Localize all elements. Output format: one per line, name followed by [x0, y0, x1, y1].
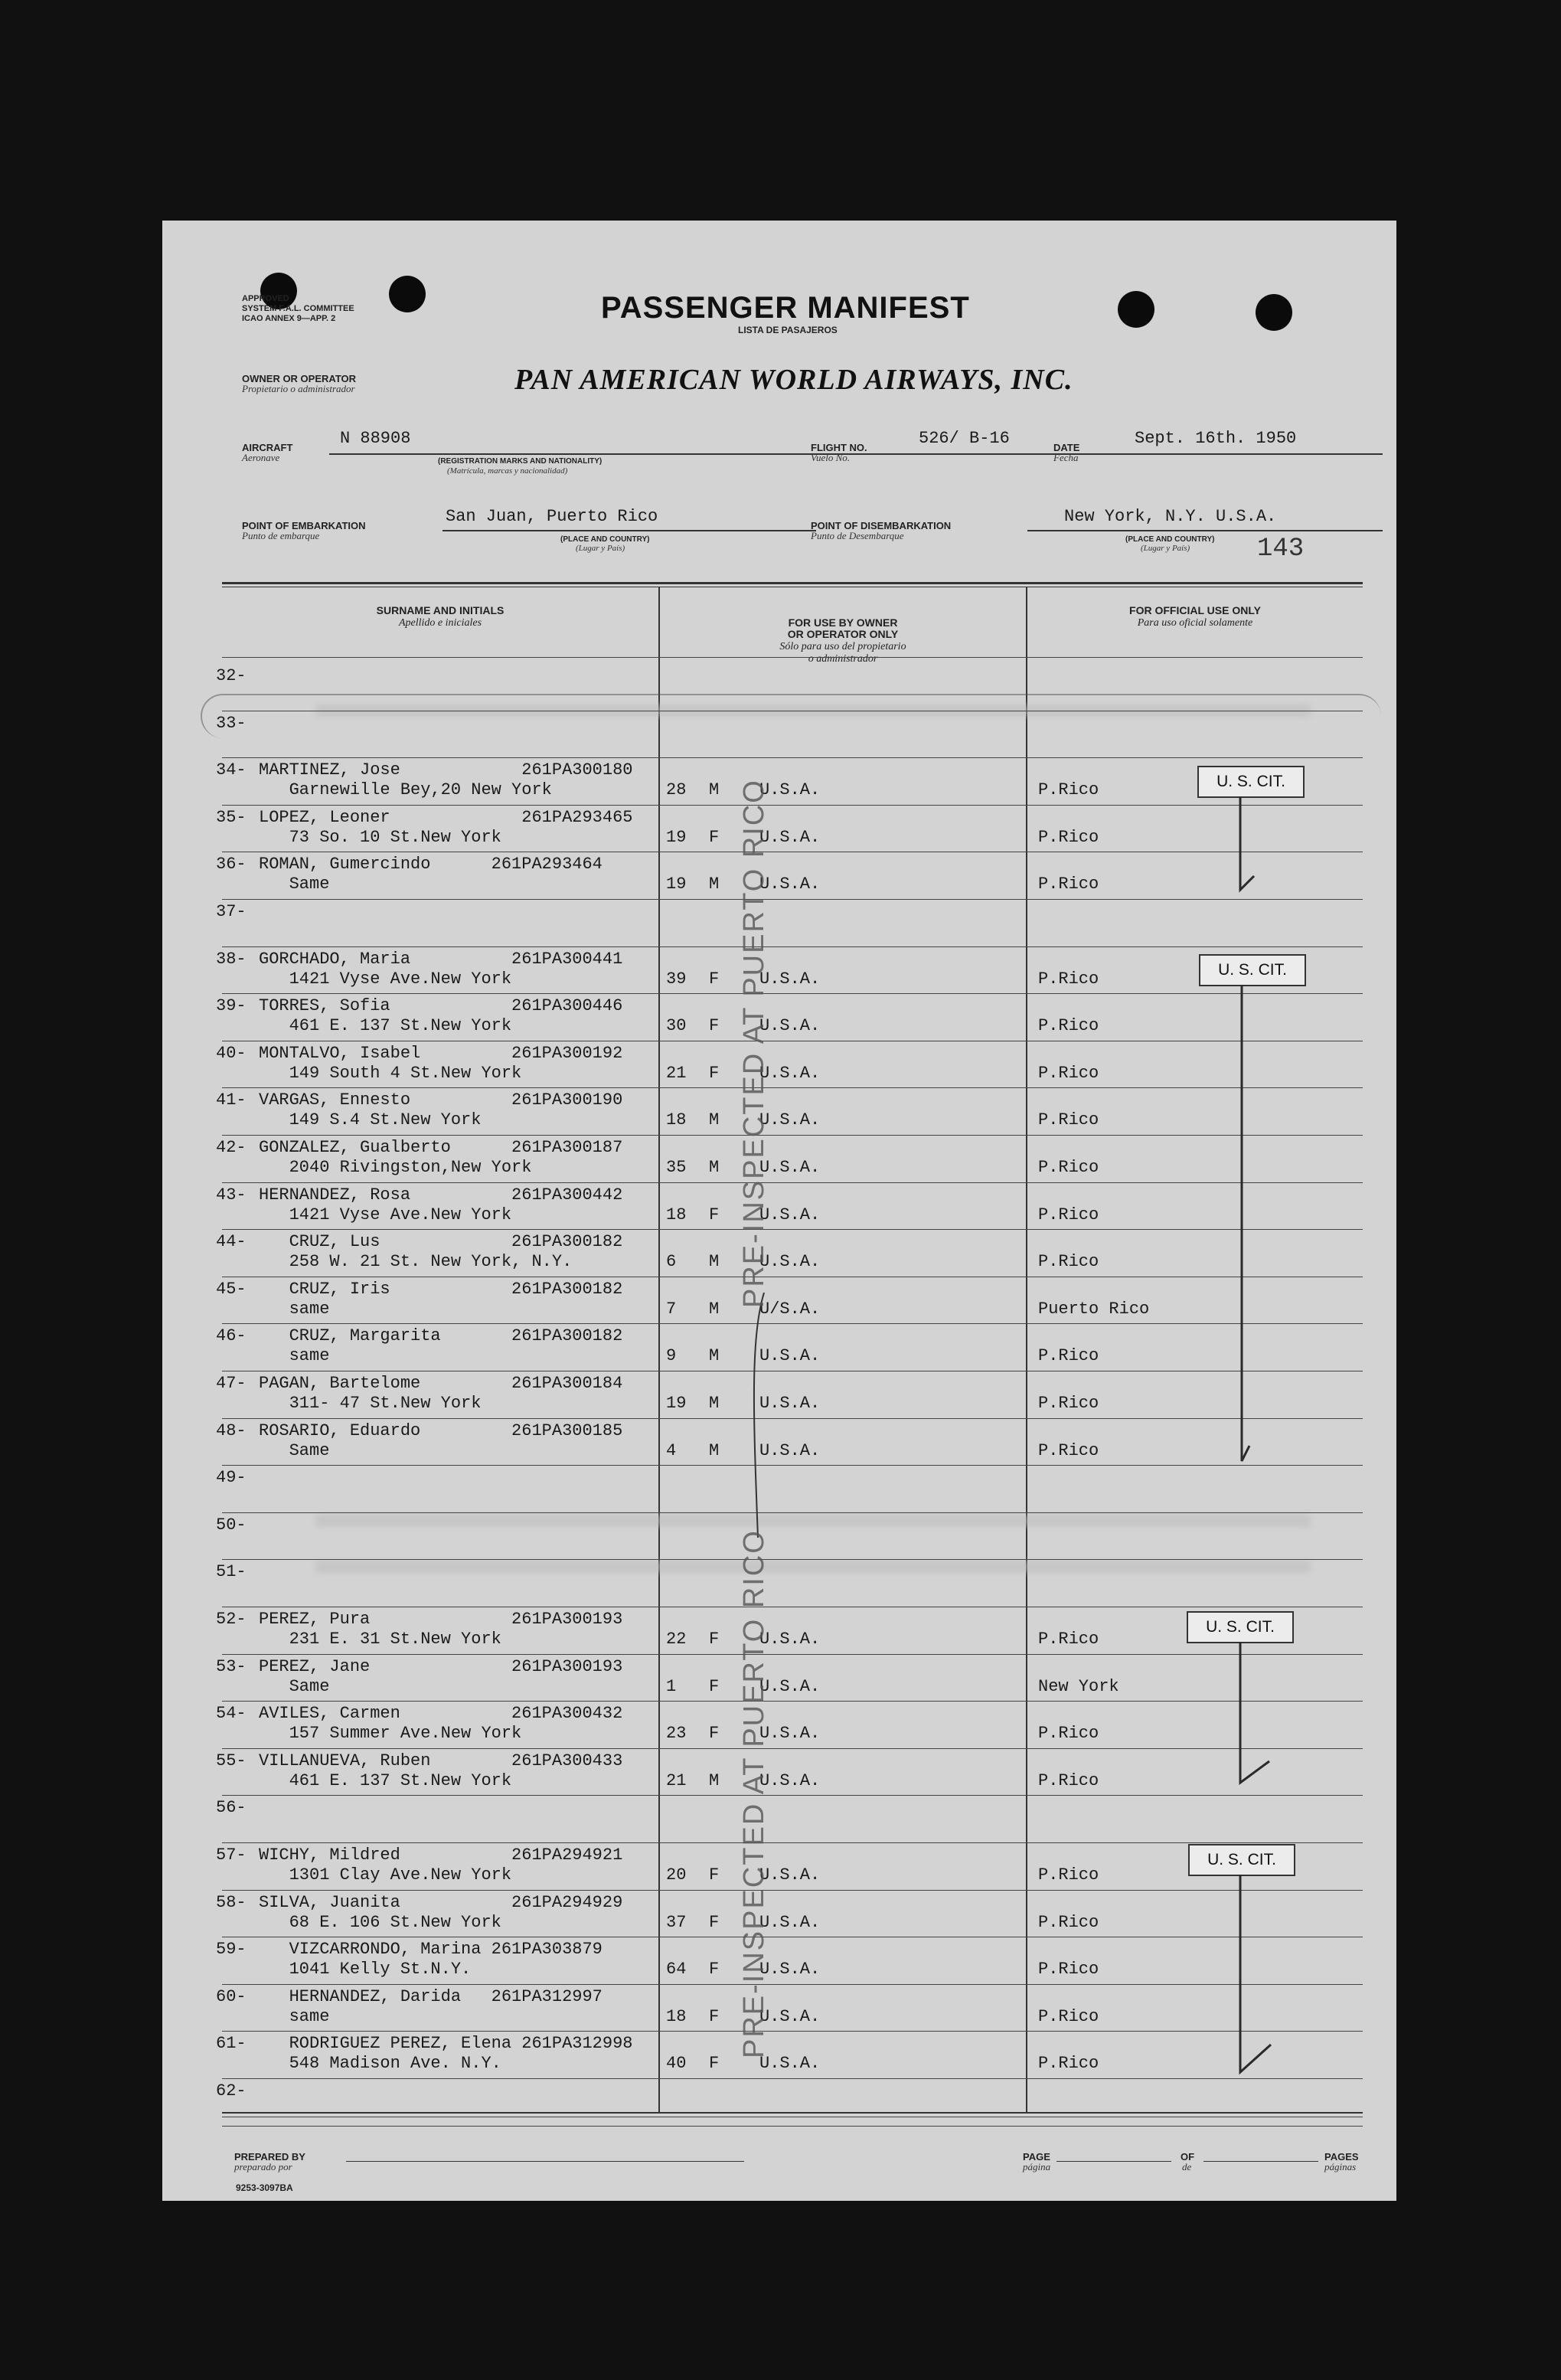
checkmark-lines	[162, 221, 1396, 2201]
disembark-place-note-es: (Lugar y País)	[1141, 544, 1190, 553]
passenger-origin: P.Rico	[1038, 1346, 1099, 1366]
passenger-age: 9	[666, 1346, 677, 1366]
passenger-name-ticket: VIZCARRONDO, Marina 261PA303879	[259, 1940, 603, 1960]
row-number: 59-	[216, 1940, 247, 1960]
passenger-age: 19	[666, 827, 687, 847]
passenger-sex: M	[709, 1770, 720, 1790]
passenger-name-ticket: LOPEZ, Leoner 261PA293465	[259, 807, 633, 827]
embarkation-label-es: Punto de embarque	[242, 530, 320, 541]
passenger-age: 35	[666, 1158, 687, 1177]
passenger-age: 18	[666, 1110, 687, 1130]
passenger-nationality: U.S.A.	[759, 1016, 821, 1036]
row-number: 55-	[216, 1751, 247, 1770]
passenger-nationality: U.S.A.	[759, 875, 821, 894]
date-label: DATE	[1053, 442, 1080, 453]
passenger-address: 1301 Clay Ave.New York	[259, 1865, 512, 1885]
check-line-1	[1240, 796, 1254, 890]
passenger-nationality: U.S.A.	[759, 1252, 821, 1272]
passenger-sex: F	[709, 1630, 720, 1649]
passenger-name-ticket: ROMAN, Gumercindo 261PA293464	[259, 855, 603, 875]
passenger-name-ticket: HERNANDEZ, Darida 261PA312997	[259, 1986, 603, 2006]
row-number: 47-	[216, 1374, 247, 1393]
passenger-age: 64	[666, 1960, 687, 1980]
passenger-name-ticket: PEREZ, Pura 261PA300193	[259, 1610, 623, 1629]
pages-label-es: páginas	[1324, 2161, 1357, 2172]
row-number: 61-	[216, 2034, 247, 2054]
passenger-origin: Puerto Rico	[1038, 1299, 1150, 1319]
passenger-origin: P.Rico	[1038, 1440, 1099, 1460]
page-label-es: página	[1023, 2161, 1051, 2172]
passenger-sex: F	[709, 969, 720, 989]
passenger-age: 30	[666, 1016, 687, 1036]
row-number: 57-	[216, 1845, 247, 1865]
passenger-address: same	[259, 1299, 330, 1319]
passenger-address: 149 South 4 St.New York	[259, 1063, 522, 1083]
passenger-name-ticket: CRUZ, Iris 261PA300182	[259, 1279, 623, 1299]
flight-label-es: Vuelo No.	[811, 452, 851, 463]
row-number: 33-	[216, 713, 247, 733]
passenger-sex: F	[709, 827, 720, 847]
passenger-sex: F	[709, 1724, 720, 1744]
passenger-nationality: U.S.A.	[759, 1346, 821, 1366]
passenger-age: 18	[666, 1205, 687, 1224]
passenger-sex: M	[709, 780, 720, 800]
passenger-name-ticket: WICHY, Mildred 261PA294921	[259, 1845, 623, 1865]
passenger-age: 21	[666, 1063, 687, 1083]
of-label-es: de	[1182, 2161, 1192, 2172]
passenger-address: 1421 Vyse Ave.New York	[259, 1205, 512, 1224]
row-number: 41-	[216, 1090, 247, 1110]
company-name: PAN AMERICAN WORLD AIRWAYS, INC.	[514, 364, 1073, 396]
passenger-name-ticket: VARGAS, Ennesto 261PA300190	[259, 1090, 623, 1110]
passenger-sex: F	[709, 1016, 720, 1036]
passenger-name-ticket: MARTINEZ, Jose 261PA300180	[259, 760, 633, 780]
passenger-age: 18	[666, 2006, 687, 2026]
passenger-name-ticket: TORRES, Sofia 261PA300446	[259, 996, 623, 1016]
row-number: 45-	[216, 1279, 247, 1299]
passenger-nationality: U.S.A.	[759, 1158, 821, 1177]
form-number: 9253-3097BA	[236, 2182, 293, 2193]
passenger-address: same	[259, 1346, 330, 1366]
registration-note: (REGISTRATION MARKS AND NATIONALITY)	[438, 457, 603, 466]
passenger-sex: M	[709, 1252, 720, 1272]
passenger-address: 548 Madison Ave. N.Y.	[259, 2054, 501, 2074]
passenger-name-ticket: VILLANUEVA, Ruben 261PA300433	[259, 1751, 623, 1770]
row-number: 34-	[216, 760, 247, 780]
passenger-age: 40	[666, 2054, 687, 2074]
row-number: 62-	[216, 2081, 247, 2100]
disembark-place-note: (PLACE AND COUNTRY)	[1125, 535, 1215, 544]
passenger-address: 1041 Kelly St.N.Y.	[259, 1960, 472, 1980]
passenger-address: 149 S.4 St.New York	[259, 1110, 482, 1130]
passenger-origin: P.Rico	[1038, 1630, 1099, 1649]
row-number: 35-	[216, 807, 247, 827]
passenger-nationality: U.S.A.	[759, 1394, 821, 1413]
passenger-name-ticket: ROSARIO, Eduardo 261PA300185	[259, 1420, 623, 1440]
passenger-age: 28	[666, 780, 687, 800]
passenger-name-ticket: PEREZ, Jane 261PA300193	[259, 1656, 623, 1676]
row-number: 46-	[216, 1326, 247, 1346]
passenger-sex: F	[709, 1960, 720, 1980]
passenger-age: 19	[666, 875, 687, 894]
preinspected-stamp: PRE-INSPECTED AT PUERTO RICO	[738, 779, 770, 1308]
passenger-nationality: U.S.A.	[759, 1110, 821, 1130]
row-number: 37-	[216, 902, 247, 921]
passenger-origin: P.Rico	[1038, 1205, 1099, 1224]
passenger-age: 19	[666, 1394, 687, 1413]
row-number: 38-	[216, 949, 247, 969]
disembarkation-label: POINT OF DISEMBARKATION	[811, 520, 952, 531]
passenger-nationality: U.S.A.	[759, 780, 821, 800]
passenger-nationality: U.S.A.	[759, 1912, 821, 1932]
approval-note: APPROVED SYSTEM F.A.L. COMMITTEE ICAO ANNEX 9—APP. 2	[242, 294, 354, 323]
passenger-address: Same	[259, 875, 330, 894]
row-number: 42-	[216, 1138, 247, 1157]
passenger-nationality: U.S.A.	[759, 1865, 821, 1885]
page-subtitle: LISTA DE PASAJEROS	[738, 325, 838, 335]
passenger-nationality: U.S.A.	[759, 2006, 821, 2026]
passenger-address: 461 E. 137 St.New York	[259, 1770, 512, 1790]
owner-label: OWNER OR OPERATOR	[242, 373, 357, 384]
passenger-sex: M	[709, 1158, 720, 1177]
passenger-sex: M	[709, 1110, 720, 1130]
flight-label: FLIGHT NO.	[811, 442, 867, 453]
passenger-origin: New York	[1038, 1676, 1119, 1696]
row-number: 51-	[216, 1562, 247, 1582]
passenger-address: 2040 Rivingston,New York	[259, 1158, 532, 1177]
passenger-address: 157 Summer Ave.New York	[259, 1724, 522, 1744]
us-cit-stamp: U. S. CIT.	[1187, 1611, 1294, 1643]
passenger-name-ticket: CRUZ, Margarita 261PA300182	[259, 1326, 623, 1346]
passenger-origin: P.Rico	[1038, 1063, 1099, 1083]
us-cit-stamp: U. S. CIT.	[1188, 1844, 1295, 1876]
passenger-nationality: U.S.A.	[759, 1676, 821, 1696]
row-number: 32-	[216, 666, 247, 685]
passenger-name-ticket: GONZALEZ, Gualberto 261PA300187	[259, 1138, 623, 1157]
registration-note-es: (Matrícula, marcas y nacionalidad)	[447, 466, 568, 476]
passenger-name-ticket: CRUZ, Lus 261PA300182	[259, 1232, 623, 1252]
page-label: PAGE	[1023, 2151, 1050, 2163]
row-number: 53-	[216, 1656, 247, 1676]
prepared-by-label-es: preparado por	[234, 2161, 292, 2172]
passenger-age: 21	[666, 1770, 687, 1790]
page-stamp-number: 143	[1257, 535, 1305, 564]
prepared-by-label: PREPARED BY	[234, 2151, 305, 2163]
passenger-sex: F	[709, 1676, 720, 1696]
passenger-nationality: U.S.A.	[759, 1770, 821, 1790]
row-number: 58-	[216, 1892, 247, 1912]
row-number: 54-	[216, 1704, 247, 1724]
disembarkation-label-es: Punto de Desembarque	[811, 530, 904, 541]
row-number: 36-	[216, 855, 247, 875]
embarkation-label: POINT OF EMBARKATION	[242, 520, 366, 531]
passenger-nationality: U.S.A.	[759, 827, 821, 847]
passenger-origin: P.Rico	[1038, 1158, 1099, 1177]
passenger-nationality: U.S.A.	[759, 1630, 821, 1649]
passenger-name-ticket: AVILES, Carmen 261PA300432	[259, 1704, 623, 1724]
page-title: PASSENGER MANIFEST	[601, 291, 970, 325]
row-number: 39-	[216, 996, 247, 1016]
passenger-origin: P.Rico	[1038, 2054, 1099, 2074]
passenger-address: 73 So. 10 St.New York	[259, 827, 501, 847]
passenger-nationality: U.S.A.	[759, 1724, 821, 1744]
row-number: 49-	[216, 1468, 247, 1488]
check-line-2	[1242, 985, 1249, 1461]
passenger-age: 23	[666, 1724, 687, 1744]
passenger-sex: M	[709, 1394, 720, 1413]
passenger-name-ticket: MONTALVO, Isabel 261PA300192	[259, 1043, 623, 1063]
passenger-age: 22	[666, 1630, 687, 1649]
manifest-sheet	[162, 221, 1396, 2201]
pages-label: PAGES	[1324, 2151, 1359, 2163]
row-number: 52-	[216, 1610, 247, 1629]
passenger-sex: M	[709, 1346, 720, 1366]
row-number: 60-	[216, 1986, 247, 2006]
column-header-owner-use: FOR USE BY OWNER OR OPERATOR ONLY Sólo para uso del propietario o administrador	[779, 616, 906, 665]
passenger-address: 231 E. 31 St.New York	[259, 1630, 501, 1649]
passenger-name-ticket: SILVA, Juanita 261PA294929	[259, 1892, 623, 1912]
passenger-nationality: U/S.A.	[759, 1299, 821, 1319]
passenger-sex: F	[709, 1865, 720, 1885]
check-line-3	[1240, 1642, 1269, 1783]
aircraft-value: N 88908	[340, 429, 411, 448]
us-cit-stamp: U. S. CIT.	[1197, 766, 1305, 798]
flight-number: 526/ B-16	[919, 429, 1010, 448]
passenger-sex: M	[709, 1299, 720, 1319]
passenger-origin: P.Rico	[1038, 1252, 1099, 1272]
passenger-origin: P.Rico	[1038, 1394, 1099, 1413]
flight-date: Sept. 16th. 1950	[1135, 429, 1297, 448]
passenger-origin: P.Rico	[1038, 1865, 1099, 1885]
of-label: OF	[1181, 2151, 1195, 2163]
row-number: 48-	[216, 1420, 247, 1440]
passenger-origin: P.Rico	[1038, 1770, 1099, 1790]
passenger-name-ticket: HERNANDEZ, Rosa 261PA300442	[259, 1185, 623, 1205]
aircraft-label-es: Aeronave	[242, 452, 280, 463]
passenger-name-ticket: GORCHADO, Maria 261PA300441	[259, 949, 623, 969]
passenger-address: same	[259, 2006, 330, 2026]
passenger-name-ticket: RODRIGUEZ PEREZ, Elena 261PA312998	[259, 2034, 633, 2054]
passenger-origin: P.Rico	[1038, 2006, 1099, 2026]
us-cit-stamp: U. S. CIT.	[1199, 954, 1306, 986]
passenger-age: 4	[666, 1440, 677, 1460]
column-header-official: FOR OFFICIAL USE ONLY Para uso oficial solamente	[1129, 604, 1261, 629]
passenger-sex: M	[709, 875, 720, 894]
passenger-nationality: U.S.A.	[759, 1063, 821, 1083]
preinspected-stamp: PRE-INSPECTED AT PUERTO RICO	[738, 1529, 770, 2058]
embark-place-note-es: (Lugar y País)	[576, 544, 625, 553]
disembarkation-value: New York, N.Y. U.S.A.	[1064, 507, 1277, 526]
passenger-address: 461 E. 137 St.New York	[259, 1016, 512, 1036]
passenger-age: 39	[666, 969, 687, 989]
embark-place-note: (PLACE AND COUNTRY)	[560, 535, 650, 544]
passenger-name-ticket: PAGAN, Bartelome 261PA300184	[259, 1374, 623, 1393]
passenger-origin: P.Rico	[1038, 1016, 1099, 1036]
passenger-age: 20	[666, 1865, 687, 1885]
passenger-sex: F	[709, 2006, 720, 2026]
passenger-sex: M	[709, 1440, 720, 1460]
passenger-origin: P.Rico	[1038, 827, 1099, 847]
row-number: 44-	[216, 1232, 247, 1252]
row-number: 43-	[216, 1185, 247, 1205]
passenger-address: 311- 47 St.New York	[259, 1394, 482, 1413]
aircraft-label: AIRCRAFT	[242, 442, 293, 453]
passenger-nationality: U.S.A.	[759, 1205, 821, 1224]
passenger-address: Same	[259, 1440, 330, 1460]
passenger-address: 1421 Vyse Ave.New York	[259, 969, 512, 989]
passenger-address: 68 E. 106 St.New York	[259, 1912, 501, 1932]
column-header-surname: SURNAME AND INITIALS Apellido e iniciales	[376, 604, 505, 629]
passenger-origin: P.Rico	[1038, 1912, 1099, 1932]
passenger-address: Same	[259, 1676, 330, 1696]
check-line-4	[1240, 1875, 1271, 2072]
passenger-sex: F	[709, 2054, 720, 2074]
passenger-origin: P.Rico	[1038, 875, 1099, 894]
passenger-nationality: U.S.A.	[759, 1440, 821, 1460]
passenger-address: 258 W. 21 St. New York, N.Y.	[259, 1252, 573, 1272]
passenger-origin: P.Rico	[1038, 1960, 1099, 1980]
row-number: 40-	[216, 1043, 247, 1063]
date-label-es: Fecha	[1053, 452, 1079, 463]
passenger-sex: F	[709, 1205, 720, 1224]
passenger-age: 37	[666, 1912, 687, 1932]
passenger-nationality: U.S.A.	[759, 969, 821, 989]
passenger-address: Garnewille Bey,20 New York	[259, 780, 552, 800]
passenger-sex: F	[709, 1912, 720, 1932]
passenger-origin: P.Rico	[1038, 780, 1099, 800]
passenger-age: 6	[666, 1252, 677, 1272]
passenger-origin: P.Rico	[1038, 1724, 1099, 1744]
ink-stroke	[754, 1293, 764, 1538]
passenger-sex: F	[709, 1063, 720, 1083]
row-number: 56-	[216, 1798, 247, 1818]
embarkation-value: San Juan, Puerto Rico	[446, 507, 658, 526]
passenger-age: 1	[666, 1676, 677, 1696]
passenger-origin: P.Rico	[1038, 1110, 1099, 1130]
passenger-origin: P.Rico	[1038, 969, 1099, 989]
passenger-nationality: U.S.A.	[759, 1960, 821, 1980]
owner-label-es: Propietario o administrador	[242, 383, 355, 394]
passenger-age: 7	[666, 1299, 677, 1319]
row-number: 50-	[216, 1515, 247, 1535]
passenger-nationality: U.S.A.	[759, 2054, 821, 2074]
